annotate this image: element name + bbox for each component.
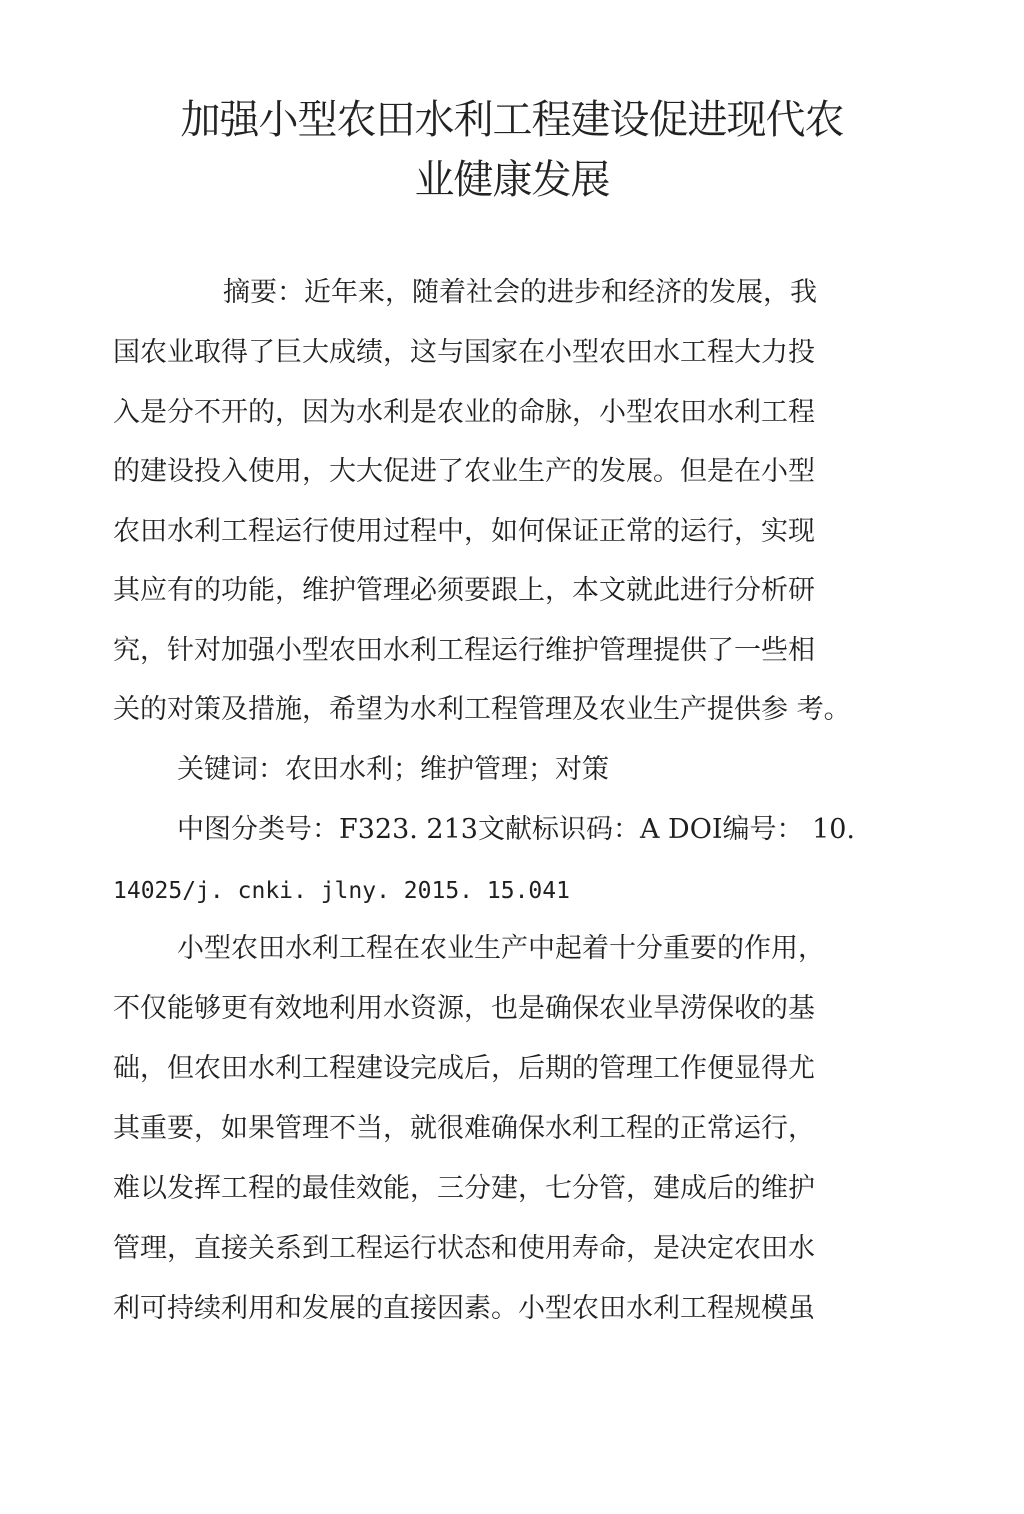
title-line-1: 加强小型农田水利工程建设促进现代农 bbox=[180, 97, 844, 143]
abstract-line-8: 关的对策及措施，希望为水利工程管理及农业生产提供参 考。 bbox=[113, 694, 851, 725]
body-line-6: 管理，直接关系到工程运行状态和使用寿命，是决定农田水 bbox=[113, 1233, 815, 1264]
body-line-5: 难以发挥工程的最佳效能，三分建，七分管，建成后的维护 bbox=[113, 1173, 815, 1204]
body-line-4: 其重要，如果管理不当，就很难确保水利工程的正常运行， bbox=[113, 1113, 815, 1144]
abstract-line-5: 农田水利工程运行使用过程中，如何保证正常的运行，实现 bbox=[113, 516, 815, 547]
abstract-line-7: 究，针对加强小型农田水利工程运行维护管理提供了一些相 bbox=[113, 635, 815, 666]
abstract-line-6: 其应有的功能，维护管理必须要跟上，本文就此进行分析研 bbox=[113, 575, 815, 606]
abstract-line-4: 的建设投入使用，大大促进了农业生产的发展。但是在小型 bbox=[113, 456, 815, 487]
body-line-7: 利可持续利用和发展的直接因素。小型农田水利工程规模虽 bbox=[113, 1293, 815, 1324]
classification-line: 中图分类号：F323. 213文献标识码：A DOI编号： 10. bbox=[177, 814, 856, 845]
keywords-line: 关键词：农田水利；维护管理；对策 bbox=[177, 754, 609, 785]
title-line-2: 业健康发展 bbox=[414, 157, 610, 203]
abstract-line-2: 国农业取得了巨大成绩，这与国家在小型农田水工程大力投 bbox=[113, 337, 815, 368]
body-line-3: 础，但农田水利工程建设完成后，后期的管理工作便显得尤 bbox=[113, 1053, 815, 1084]
abstract-line-1: 摘要：近年来，随着社会的进步和经济的发展，我 bbox=[223, 277, 817, 308]
doi-line: 14025/j. cnki. jlny. 2015. 15.041 bbox=[113, 878, 570, 904]
abstract-line-3: 入是分不开的，因为水利是农业的命脉，小型农田水利工程 bbox=[113, 397, 815, 428]
body-line-1: 小型农田水利工程在农业生产中起着十分重要的作用， bbox=[177, 933, 825, 964]
body-line-2: 不仅能够更有效地利用水资源，也是确保农业旱涝保收的基 bbox=[113, 993, 815, 1024]
